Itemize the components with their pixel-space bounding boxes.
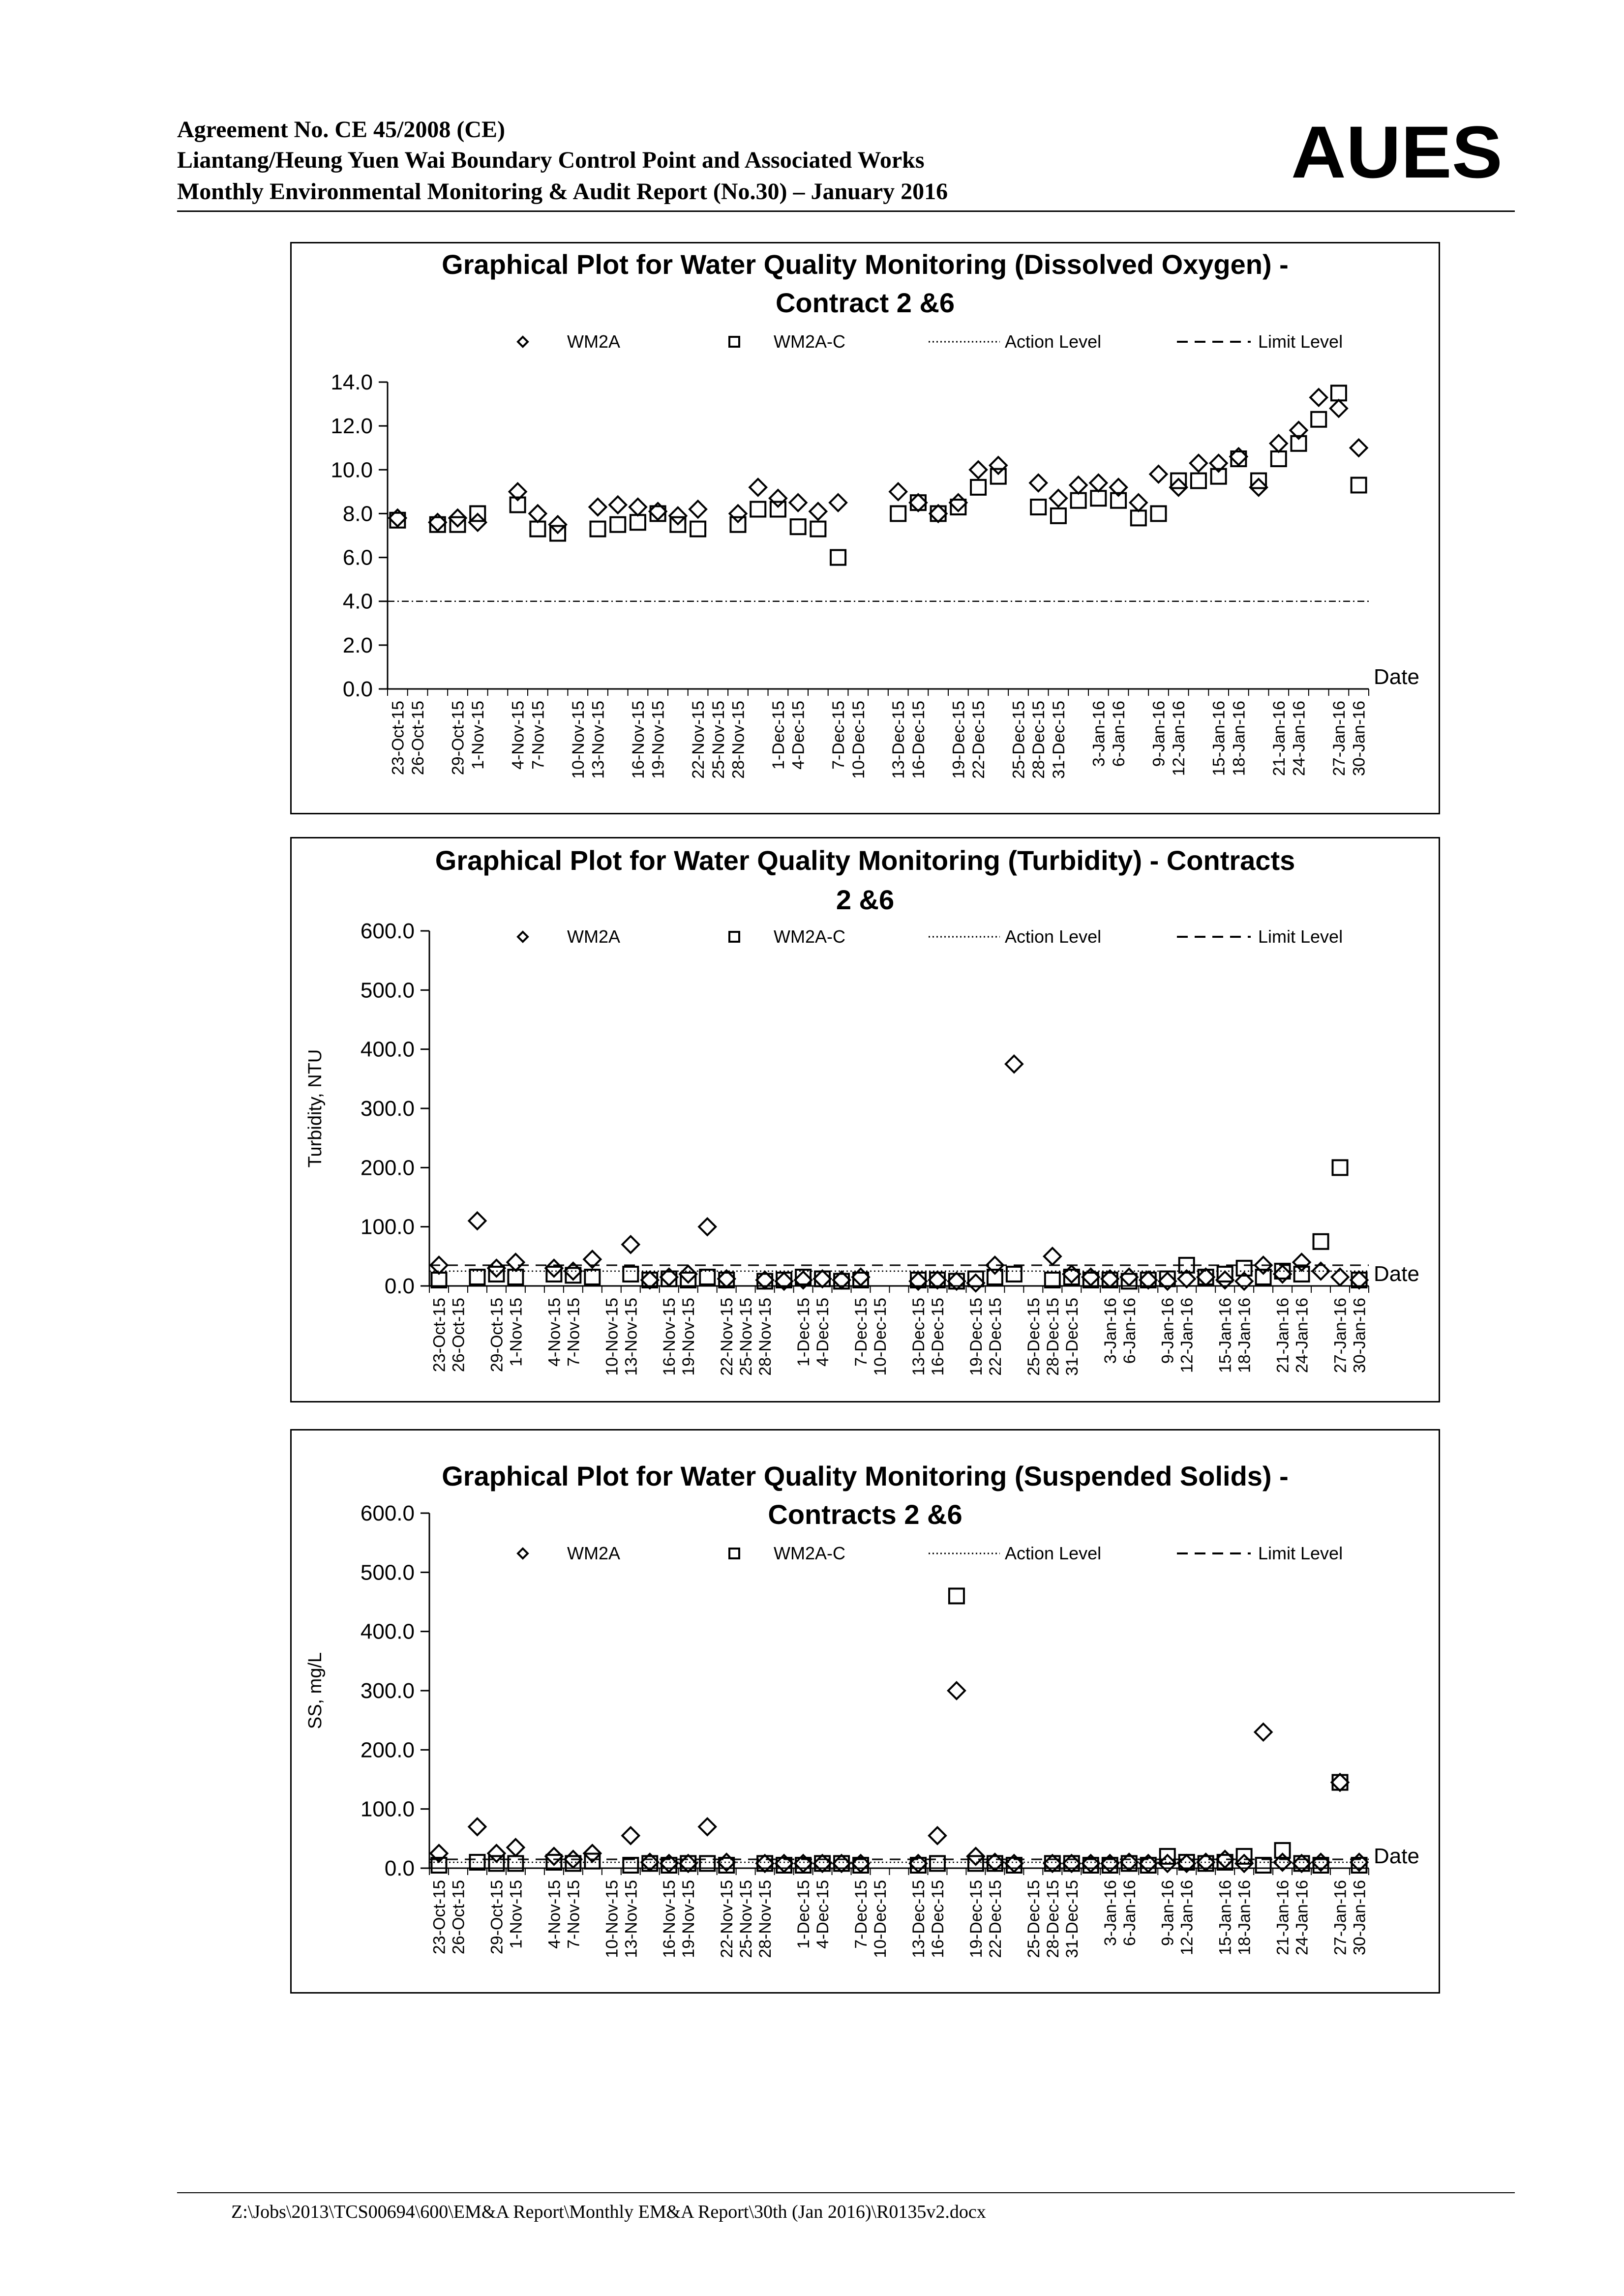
y-tick-label: 0.0: [384, 1274, 415, 1298]
wm2a-c-point: [691, 522, 705, 537]
do-chart-svg: [292, 243, 1439, 813]
x-axis-label: Date: [1374, 1262, 1419, 1286]
legend-label-wm2a: WM2A: [567, 926, 620, 947]
x-tick-label: 19-Nov-15: [679, 1880, 698, 1958]
x-tick-label: 13-Dec-15: [909, 1298, 928, 1376]
wm2a-c-point: [1271, 451, 1286, 466]
x-tick-label: 1-Dec-15: [769, 701, 788, 770]
x-tick-label: 4-Nov-15: [545, 1880, 564, 1949]
x-tick-label: 13-Dec-15: [889, 701, 908, 779]
wm2a-point: [1044, 1855, 1061, 1872]
x-tick-label: 3-Jan-16: [1101, 1880, 1120, 1946]
wm2a-point: [730, 505, 747, 522]
x-tick-label: 21-Jan-16: [1269, 700, 1289, 776]
x-tick-label: 16-Dec-15: [909, 701, 928, 779]
series-wm2a-c: [431, 1160, 1366, 1288]
x-tick-label: 4-Dec-15: [789, 701, 808, 770]
x-tick-label: 27-Jan-16: [1331, 1298, 1350, 1373]
wm2a-c-point: [751, 502, 765, 517]
y-tick-label: 300.0: [360, 1679, 415, 1703]
wm2a-point: [680, 1266, 696, 1282]
x-tick-label: 21-Jan-16: [1273, 1880, 1293, 1956]
wm2a-point: [1150, 466, 1167, 482]
wm2a-c-point: [1218, 1267, 1233, 1282]
wm2a-c-point: [971, 480, 986, 495]
wm2a-point: [950, 494, 966, 511]
logo-text: AUES: [1291, 116, 1503, 190]
wm2a-point: [1310, 389, 1327, 406]
x-tick-label: 12-Jan-16: [1177, 1298, 1197, 1373]
x-tick-label: 1-Dec-15: [794, 1880, 813, 1949]
wm2a-point: [690, 501, 706, 518]
x-tick-label: 22-Nov-15: [689, 701, 708, 779]
x-tick-label: 15-Jan-16: [1216, 1880, 1235, 1956]
legend-label-action: Action Level: [1005, 926, 1102, 947]
wm2a-point: [669, 507, 686, 524]
x-tick-label: 24-Jan-16: [1293, 1298, 1312, 1373]
wm2a-point: [1044, 1248, 1061, 1265]
wm2a-point: [590, 499, 606, 515]
wm2a-c-point: [1031, 500, 1046, 514]
wm2a-c-point: [1151, 506, 1166, 521]
wm2a-c-point: [546, 1267, 561, 1282]
x-tick-label: 23-Oct-15: [430, 1880, 449, 1955]
x-tick-label: 12-Jan-16: [1177, 1880, 1197, 1956]
wm2a-point: [890, 483, 906, 500]
x-tick-label: 30-Jan-16: [1350, 701, 1369, 776]
wm2a-c-point: [815, 1272, 830, 1286]
legend-square-icon: [729, 337, 739, 347]
x-tick-label: 10-Dec-15: [871, 1298, 890, 1376]
legend-diamond-icon: [518, 932, 528, 942]
wm2a-c-point: [1191, 474, 1206, 488]
ss-chart-svg: [292, 1431, 1439, 1992]
x-tick-label: 10-Nov-15: [602, 1880, 622, 1958]
chart-title-line: Graphical Plot for Water Quality Monitoring (Suspended Solids) -: [442, 1461, 1289, 1491]
report-title: Monthly Environmental Monitoring & Audit Report (No.30) – January 2016: [177, 179, 948, 205]
wm2a-c-point: [1199, 1270, 1213, 1284]
legend-label-limit: Limit Level: [1258, 331, 1343, 352]
y-tick-label: 100.0: [360, 1215, 415, 1239]
wm2a-c-point: [530, 522, 545, 537]
series-wm2a: [430, 1682, 1367, 1872]
x-tick-label: 29-Oct-15: [449, 701, 468, 775]
x-tick-label: 25-Dec-15: [1024, 1298, 1043, 1376]
x-tick-label: 13-Dec-15: [909, 1880, 928, 1958]
wm2a-c-point: [623, 1858, 638, 1873]
wm2a-point: [948, 1273, 965, 1289]
x-tick-label: 9-Jan-16: [1158, 1298, 1177, 1364]
wm2a-c-point: [891, 506, 905, 521]
legend-label-limit: Limit Level: [1258, 926, 1343, 947]
y-tick-label: 4.0: [342, 589, 373, 614]
y-tick-label: 12.0: [331, 414, 373, 439]
header-rule: [177, 210, 1515, 212]
wm2a-point: [1351, 440, 1367, 456]
wm2a-point: [1063, 1855, 1080, 1872]
wm2a-c-point: [591, 522, 605, 537]
x-tick-label: 24-Jan-16: [1290, 701, 1309, 776]
legend-diamond-icon: [518, 337, 528, 347]
wm2a-c-point: [1333, 1160, 1348, 1175]
wm2a-c-point: [731, 517, 746, 532]
wm2a-point: [910, 494, 927, 511]
wm2a-c-point: [700, 1270, 715, 1284]
wm2a-c-point: [1333, 1775, 1348, 1790]
x-tick-label: 26-Oct-15: [409, 701, 428, 775]
wm2a-point: [948, 1682, 965, 1699]
wm2a-point: [622, 1827, 639, 1844]
wm2a-c-point: [1141, 1273, 1156, 1287]
wm2a-c-point: [1071, 493, 1086, 508]
wm2a-c-point: [489, 1267, 504, 1282]
wm2a-c-point: [930, 1273, 945, 1287]
x-tick-label: 22-Dec-15: [986, 1880, 1005, 1958]
wm2a-c-point: [1007, 1267, 1022, 1282]
x-axis-label: Date: [1374, 1844, 1419, 1868]
wm2a-point: [1255, 1724, 1272, 1740]
x-tick-label: 28-Nov-15: [756, 1880, 775, 1958]
chart-turbidity: [290, 837, 1440, 1402]
wm2a-point: [680, 1855, 696, 1872]
wm2a-c-point: [585, 1270, 600, 1284]
x-tick-label: 1-Nov-15: [469, 701, 488, 770]
wm2a-c-point: [1314, 1234, 1328, 1249]
x-tick-label: 15-Jan-16: [1209, 701, 1229, 776]
wm2a-c-point: [1311, 412, 1326, 427]
legend-label-limit: Limit Level: [1258, 1543, 1343, 1563]
y-tick-label: 8.0: [342, 502, 373, 526]
wm2a-point: [630, 499, 646, 515]
x-tick-label: 19-Nov-15: [679, 1298, 698, 1376]
wm2a-c-point: [949, 1588, 964, 1603]
x-tick-label: 26-Oct-15: [449, 1298, 468, 1372]
y-tick-label: 100.0: [360, 1797, 415, 1821]
chart-suspended-solids: [290, 1429, 1440, 1994]
wm2a-point: [970, 461, 987, 478]
wm2a-point: [1330, 400, 1347, 417]
wm2a-point: [830, 494, 846, 511]
wm2a-c-point: [631, 515, 645, 530]
wm2a-point: [770, 490, 786, 507]
wm2a-c-point: [831, 550, 845, 565]
series-wm2a-c: [431, 1588, 1366, 1873]
x-tick-label: 25-Dec-15: [1009, 701, 1028, 779]
x-tick-label: 7-Nov-15: [564, 1880, 583, 1949]
y-tick-label: 200.0: [360, 1156, 415, 1180]
x-tick-label: 10-Dec-15: [871, 1880, 890, 1958]
series-wm2a-c: [390, 386, 1366, 565]
x-tick-label: 29-Oct-15: [487, 1880, 507, 1955]
x-tick-label: 4-Dec-15: [813, 1880, 833, 1949]
wm2a-point: [1130, 494, 1147, 511]
legend-label-wm2a: WM2A: [567, 1543, 620, 1563]
wm2a-point: [1006, 1056, 1023, 1073]
wm2a-point: [545, 1260, 562, 1277]
x-tick-label: 25-Nov-15: [709, 701, 728, 779]
wm2a-c-point: [931, 506, 946, 521]
x-tick-label: 1-Dec-15: [794, 1298, 813, 1367]
wm2a-c-point: [610, 517, 625, 532]
wm2a-c-point: [1331, 386, 1346, 400]
wm2a-point: [488, 1260, 505, 1277]
x-tick-label: 7-Nov-15: [529, 701, 548, 770]
x-tick-label: 23-Oct-15: [389, 701, 408, 775]
wm2a-c-point: [1091, 491, 1106, 506]
wm2a-c-point: [1294, 1267, 1309, 1282]
wm2a-point: [1270, 435, 1287, 452]
legend: [518, 926, 1343, 947]
x-tick-label: 9-Jan-16: [1149, 701, 1169, 767]
x-tick-label: 29-Oct-15: [487, 1298, 507, 1372]
x-tick-label: 30-Jan-16: [1350, 1298, 1369, 1373]
x-tick-label: 16-Dec-15: [928, 1298, 947, 1376]
x-tick-label: 21-Jan-16: [1273, 1298, 1293, 1373]
x-tick-label: 13-Nov-15: [622, 1880, 641, 1958]
y-tick-label: 600.0: [360, 919, 415, 943]
x-tick-label: 7-Dec-15: [852, 1298, 871, 1367]
x-tick-label: 19-Dec-15: [949, 701, 968, 779]
wm2a-point: [699, 1819, 716, 1835]
x-tick-label: 3-Jan-16: [1101, 1298, 1120, 1364]
x-tick-label: 19-Dec-15: [966, 1880, 986, 1958]
y-tick-label: 400.0: [360, 1619, 415, 1644]
wm2a-c-point: [811, 522, 825, 537]
wm2a-c-point: [1352, 1273, 1367, 1287]
wm2a-point: [1050, 490, 1067, 507]
wm2a-point: [469, 1819, 485, 1835]
wm2a-point: [833, 1855, 850, 1872]
wm2a-c-point: [623, 1267, 638, 1282]
x-tick-label: 22-Nov-15: [718, 1880, 737, 1958]
x-tick-label: 28-Nov-15: [756, 1298, 775, 1376]
x-tick-label: 18-Jan-16: [1235, 1298, 1254, 1373]
wm2a-point: [549, 516, 566, 533]
wm2a-c-point: [988, 1270, 1002, 1284]
x-axis-label: Date: [1374, 665, 1419, 689]
x-tick-label: 9-Jan-16: [1158, 1880, 1177, 1946]
wm2a-point: [507, 1839, 524, 1856]
x-tick-label: 22-Dec-15: [986, 1298, 1005, 1376]
wm2a-c-point: [431, 1858, 446, 1873]
x-tick-label: 12-Jan-16: [1170, 701, 1189, 776]
y-axis-label: SS, mg/L: [305, 1652, 326, 1729]
x-tick-label: 16-Nov-15: [660, 1298, 679, 1376]
wm2a-point: [1190, 455, 1207, 472]
wm2a-c-point: [1256, 1270, 1271, 1284]
y-tick-label: 2.0: [342, 633, 373, 657]
aues-logo: [1289, 116, 1505, 190]
wm2a-point: [507, 1254, 524, 1271]
x-tick-label: 4-Nov-15: [545, 1298, 564, 1367]
x-tick-label: 13-Nov-15: [622, 1298, 641, 1376]
wm2a-c-point: [642, 1273, 657, 1287]
x-tick-label: 6-Jan-16: [1120, 1298, 1139, 1364]
x-tick-label: 18-Jan-16: [1235, 1880, 1254, 1956]
x-tick-label: 26-Oct-15: [449, 1880, 468, 1955]
x-tick-label: 28-Dec-15: [1043, 1298, 1062, 1376]
wm2a-point: [814, 1271, 831, 1287]
wm2a-c-point: [1131, 510, 1146, 525]
wm2a-c-point: [991, 469, 1006, 484]
x-tick-label: 6-Jan-16: [1120, 1880, 1139, 1946]
wm2a-c-point: [470, 1270, 484, 1284]
wm2a-point: [699, 1219, 716, 1235]
x-tick-label: 3-Jan-16: [1089, 701, 1109, 767]
y-tick-label: 300.0: [360, 1097, 415, 1121]
wm2a-c-point: [1256, 1858, 1271, 1873]
wm2a-point: [814, 1855, 831, 1872]
wm2a-point: [967, 1275, 984, 1291]
wm2a-point: [1293, 1855, 1310, 1872]
wm2a-c-point: [1171, 474, 1186, 488]
wm2a-point: [929, 1827, 946, 1844]
x-tick-label: 23-Oct-15: [430, 1298, 449, 1372]
wm2a-c-point: [1352, 477, 1366, 492]
wm2a-point: [1293, 1254, 1310, 1271]
x-tick-label: 25-Nov-15: [737, 1880, 756, 1958]
legend-square-icon: [729, 1549, 739, 1558]
wm2a-point: [990, 457, 1007, 474]
wm2a-point: [1030, 475, 1047, 491]
legend: [518, 1543, 1343, 1563]
wm2a-c-point: [1045, 1273, 1060, 1287]
wm2a-point: [609, 497, 626, 513]
wm2a-point: [1332, 1774, 1349, 1791]
chart-title-line: Graphical Plot for Water Quality Monitoring (Turbidity) - Contracts: [435, 845, 1295, 876]
x-tick-label: 19-Dec-15: [966, 1298, 986, 1376]
x-tick-label: 10-Nov-15: [602, 1298, 622, 1376]
legend-label-wm2a-c: WM2A-C: [774, 1543, 845, 1563]
x-tick-label: 22-Nov-15: [718, 1298, 737, 1376]
x-tick-label: 7-Dec-15: [829, 701, 848, 770]
x-tick-label: 24-Jan-16: [1293, 1880, 1312, 1956]
x-tick-label: 1-Nov-15: [507, 1298, 526, 1367]
x-tick-label: 13-Nov-15: [589, 701, 608, 779]
wm2a-point: [622, 1236, 639, 1253]
legend-label-wm2a-c: WM2A-C: [774, 331, 845, 352]
x-tick-label: 10-Dec-15: [849, 701, 868, 779]
y-tick-label: 400.0: [360, 1037, 415, 1062]
legend-label-wm2a: WM2A: [567, 331, 620, 352]
series-wm2a: [389, 389, 1367, 533]
x-tick-label: 30-Jan-16: [1350, 1880, 1369, 1956]
wm2a-point: [756, 1855, 773, 1872]
wm2a-c-point: [791, 519, 806, 534]
y-tick-label: 500.0: [360, 1560, 415, 1585]
series-wm2a: [430, 1056, 1367, 1291]
wm2a-point: [1090, 475, 1107, 491]
x-tick-label: 16-Dec-15: [928, 1880, 947, 1958]
x-tick-label: 16-Nov-15: [660, 1880, 679, 1958]
legend-square-icon: [729, 932, 739, 942]
x-tick-label: 27-Jan-16: [1331, 1880, 1350, 1956]
wm2a-point: [1063, 1266, 1080, 1282]
turbidity-chart-svg: [292, 838, 1439, 1401]
y-axis-label: Turbidity, NTU: [305, 1049, 326, 1168]
footer-rule: [177, 2192, 1515, 2193]
wm2a-point: [790, 494, 807, 511]
y-tick-label: 10.0: [331, 458, 373, 482]
wm2a-c-point: [681, 1273, 695, 1287]
x-tick-label: 25-Nov-15: [737, 1298, 756, 1376]
x-tick-label: 10-Nov-15: [569, 701, 588, 779]
y-tick-label: 6.0: [342, 545, 373, 570]
legend-label-wm2a-c: WM2A-C: [774, 926, 845, 947]
wm2a-c-point: [911, 495, 926, 510]
x-tick-label: 31-Dec-15: [1062, 1298, 1082, 1376]
y-tick-label: 600.0: [360, 1501, 415, 1525]
wm2a-point: [1070, 477, 1087, 493]
project-title: Liantang/Heung Yuen Wai Boundary Control Point and Associated Works: [177, 147, 925, 173]
wm2a-point: [930, 505, 947, 522]
y-tick-label: 500.0: [360, 978, 415, 1003]
wm2a-point: [750, 479, 766, 496]
legend-label-action: Action Level: [1005, 1543, 1102, 1563]
footer-file-path: Z:\Jobs\2013\TCS00694\600\EM&A Report\Monthly EM&A Report\30th (Jan 2016)\R0135v2.docx: [231, 2202, 986, 2222]
wm2a-point: [469, 514, 486, 531]
x-tick-label: 25-Dec-15: [1024, 1880, 1043, 1958]
legend-label-action: Action Level: [1005, 331, 1102, 352]
legend-diamond-icon: [518, 1549, 528, 1558]
y-tick-label: 0.0: [342, 677, 373, 701]
x-tick-label: 4-Dec-15: [813, 1298, 833, 1367]
legend: [518, 331, 1343, 352]
x-tick-label: 7-Nov-15: [564, 1298, 583, 1367]
wm2a-c-point: [1251, 474, 1266, 488]
wm2a-c-point: [451, 517, 465, 532]
agreement-number: Agreement No. CE 45/2008 (CE): [177, 117, 506, 143]
chart-title-line: Contracts 2 &6: [768, 1499, 962, 1530]
x-tick-label: 27-Jan-16: [1329, 701, 1349, 776]
wm2a-c-point: [1051, 508, 1066, 523]
x-tick-label: 18-Jan-16: [1230, 701, 1249, 776]
wm2a-c-point: [1275, 1843, 1290, 1858]
x-tick-label: 7-Dec-15: [852, 1880, 871, 1949]
x-tick-label: 1-Nov-15: [507, 1880, 526, 1949]
chart-title-line: 2 &6: [836, 884, 895, 915]
x-tick-label: 16-Nov-15: [629, 701, 648, 779]
x-tick-label: 31-Dec-15: [1049, 701, 1068, 779]
y-tick-label: 14.0: [331, 370, 373, 394]
x-tick-label: 6-Jan-16: [1110, 701, 1129, 767]
x-tick-label: 15-Jan-16: [1216, 1298, 1235, 1373]
wm2a-point: [529, 505, 546, 522]
x-tick-label: 19-Nov-15: [649, 701, 668, 779]
wm2a-point: [810, 503, 826, 520]
x-tick-label: 4-Nov-15: [509, 701, 528, 770]
x-tick-label: 28-Dec-15: [1043, 1880, 1062, 1958]
y-tick-label: 0.0: [384, 1856, 415, 1880]
wm2a-point: [469, 1213, 485, 1229]
chart-title-line: Graphical Plot for Water Quality Monitoring (Dissolved Oxygen) -: [442, 249, 1289, 280]
y-tick-label: 200.0: [360, 1738, 415, 1762]
x-tick-label: 28-Nov-15: [729, 701, 748, 779]
wm2a-point: [1274, 1266, 1291, 1282]
x-tick-label: 22-Dec-15: [969, 701, 989, 779]
wm2a-c-point: [771, 502, 785, 517]
wm2a-point: [1332, 1269, 1349, 1285]
x-tick-label: 28-Dec-15: [1029, 701, 1049, 779]
chart-dissolved-oxygen: [290, 242, 1440, 814]
x-tick-label: 31-Dec-15: [1062, 1880, 1082, 1958]
chart-title-line: Contract 2 &6: [775, 287, 955, 318]
